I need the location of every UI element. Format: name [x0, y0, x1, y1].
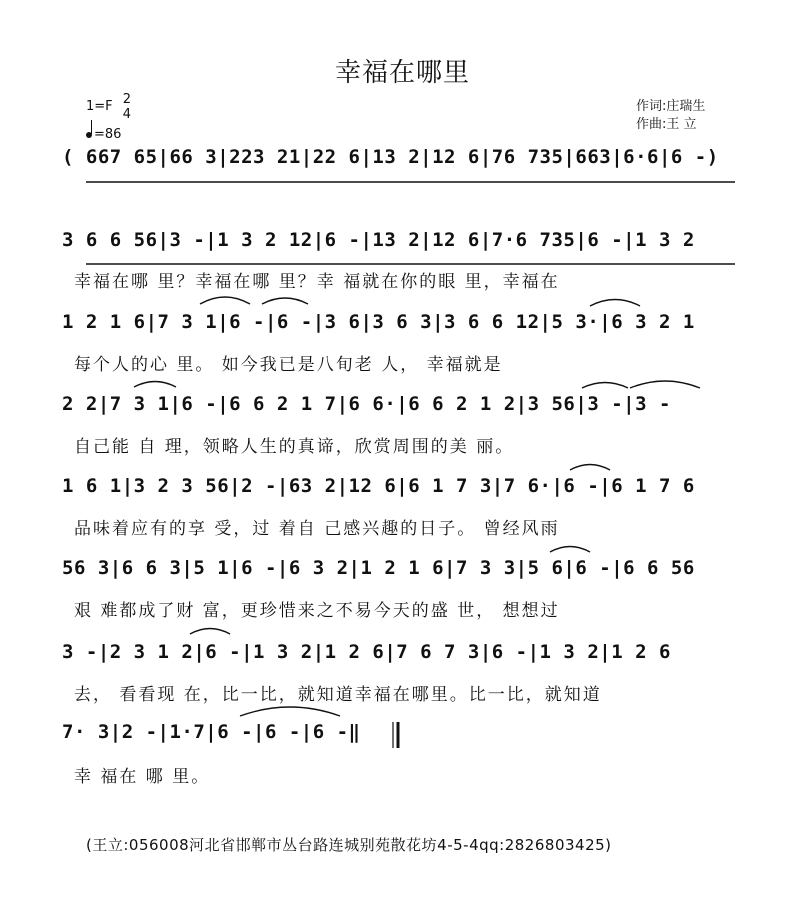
tempo-value: =86 [94, 127, 122, 142]
key-signature: 1=F [86, 99, 113, 114]
score-line-2-lyric: 幸福在哪 里？幸福在哪 里？幸 福就在你的眼 里，幸福在 [74, 272, 560, 292]
score-line-6-lyric: 艰 难都成了财 富，更珍惜来之不易今天的盛 世， 想想过 [74, 601, 560, 621]
slur-arc [550, 547, 590, 553]
score-line-7-lyric: 去， 看看现 在，比一比，就知道幸福在哪里。比一比，就知道 [74, 685, 602, 705]
score-line-3-lyric: 每个人的心 里。 如今我已是八旬老 人， 幸福就是 [74, 355, 503, 375]
score-line-8-music: 7· 3|2 -|1·7|6 -|6 -|6 -‖ [62, 721, 361, 743]
key-tempo-block [86, 92, 131, 144]
score-line-4-lyric: 自己能 自 理，领略人生的真谛，欣赏周围的美 丽。 [74, 437, 515, 457]
score-line-4-music: 2 2|7 3 1|6 -|6 6 2 1 7|6 6·|6 6 2 1 2|3 56|3 -|3 - [62, 393, 671, 415]
score-line-2-music: 3 6 6 56|3 -|1 3 2 12|6 -|13 2|12 6|7·6 735|6 -|1 3 2 [62, 229, 695, 251]
time-signature-top: 2 [122, 92, 132, 107]
score-line-3-music: 1 2 1 6|7 3 1|6 -|6 -|3 6|3 6 3|3 6 6 12|5 3·|6 3 2 1 [62, 311, 695, 333]
score-line-5-music: 1 6 1|3 2 3 56|2 -|63 2|12 6|6 1 7 3|7 6·|6 -|6 1 7 6 [62, 475, 695, 497]
score-line-7-music: 3 -|2 3 1 2|6 -|1 3 2|1 2 6|7 6 7 3|6 -|1 3 2|1 2 6 [62, 641, 671, 663]
slur-arc [590, 300, 640, 307]
slur-arc [570, 465, 610, 471]
credits [636, 98, 705, 134]
time-signature [123, 92, 131, 122]
lyricist-credit: 作词:庄瑞生 [636, 99, 706, 114]
contact-footer: (王立:056008河北省邯郸市丛台路连城别苑散花坊4-5-4qq:2826803425) [86, 836, 612, 854]
slur-arc [582, 383, 628, 389]
quarter-note-icon [86, 132, 92, 138]
score-line-8-lyric: 幸 福在 哪 里。 [74, 767, 211, 787]
slur-arc [630, 381, 700, 388]
slur-arc [240, 707, 340, 716]
slur-arc [262, 298, 308, 304]
score-line-1-music: ( 667 65|66 3|223 21|22 6|13 2|12 6|76 735|663|6·6|6 -) [62, 146, 719, 168]
score-line-5-lyric: 品味着应有的享 受，过 着自 己感兴趣的日子。 曾经风雨 [74, 519, 560, 539]
score-line-6-music: 56 3|6 6 3|5 1|6 -|6 3 2|1 2 1 6|7 3 3|5 6|6 -|6 6 56 [62, 557, 695, 579]
time-signature-bottom: 4 [122, 107, 132, 122]
song-title: 幸福在哪里 [334, 58, 470, 88]
composer-credit: 作曲:王 立 [636, 117, 697, 132]
tempo-marking [86, 126, 131, 144]
slur-arc [134, 382, 176, 388]
slur-arc [200, 297, 250, 304]
slur-arc [190, 629, 230, 635]
